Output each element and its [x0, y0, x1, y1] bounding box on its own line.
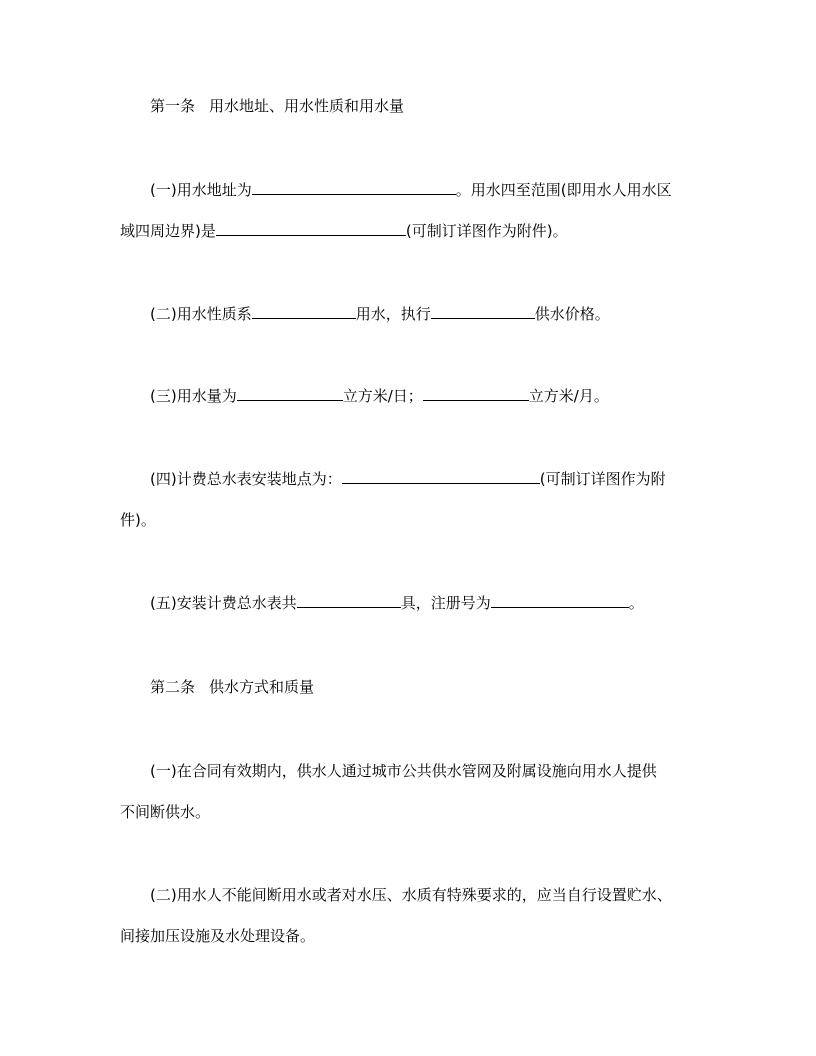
article-1-item-5 [150, 593, 644, 613]
article-2-item-1-line-2 [120, 802, 210, 822]
registration-number-blank[interactable] [491, 593, 629, 608]
water-address-blank[interactable] [252, 180, 456, 195]
article-2-heading [150, 677, 314, 697]
item-4-note-cont: 件)。 [120, 511, 156, 529]
meter-count-blank[interactable] [297, 593, 401, 608]
article-1-title: 用水地址、用水性质和用水量 [209, 97, 405, 115]
meter-location-blank[interactable] [342, 469, 540, 484]
item-1-text-cont: 域四周边界)是 [120, 222, 216, 240]
item-3-unit-month: 立方米/月。 [528, 387, 609, 405]
article-2-item-1-text-cont: 不间断供水。 [120, 803, 211, 821]
article-2-number: 第二条 [150, 678, 196, 696]
item-4-note: (可制订详图作为附 [539, 470, 666, 488]
item-4-label: (四)计费总水表安装地点为： [150, 470, 342, 488]
article-2-item-2-line-2 [120, 926, 315, 946]
article-1-item-3 [150, 386, 609, 406]
article-2-item-2-line-1 [150, 885, 672, 905]
water-price-blank[interactable] [431, 304, 535, 319]
item-2-label: (二)用水性质系 [150, 305, 252, 323]
item-1-label: (一)用水地址为 [150, 181, 252, 199]
monthly-volume-blank[interactable] [423, 386, 529, 401]
item-3-label: (三)用水量为 [150, 387, 237, 405]
item-5-label: (五)安装计费总水表共 [150, 594, 297, 612]
article-1-number: 第一条 [150, 97, 196, 115]
article-1-item-1-line-2 [120, 221, 568, 241]
article-1-item-4-line-2 [120, 510, 156, 530]
item-1-text: 。用水四至范围(即用水人用水区 [455, 181, 672, 199]
item-2-text-end: 供水价格。 [534, 305, 610, 323]
item-5-end: 。 [628, 594, 644, 612]
article-1-item-4-line-1 [150, 469, 666, 489]
item-5-text: 具，注册号为 [400, 594, 491, 612]
water-boundary-blank[interactable] [216, 221, 406, 236]
article-2-title: 供水方式和质量 [209, 678, 315, 696]
daily-volume-blank[interactable] [237, 386, 343, 401]
item-1-note: (可制订详图作为附件)。 [405, 222, 568, 240]
article-1-item-1-line-1 [150, 180, 672, 200]
article-2-item-1-line-1 [150, 761, 657, 781]
item-3-unit-day: 立方米/日； [342, 387, 423, 405]
article-2-item-1-text: (一)在合同有效期内，供水人通过城市公共供水管网及附属设施向用水人提供 [150, 762, 657, 780]
water-nature-blank[interactable] [252, 304, 356, 319]
article-2-item-2-text-cont: 间接加压设施及水处理设备。 [120, 927, 316, 945]
article-2-item-2-text: (二)用水人不能间断用水或者对水压、水质有特殊要求的，应当自行设置贮水、 [150, 886, 672, 904]
item-2-text: 用水，执行 [355, 305, 431, 323]
article-1-heading [150, 96, 404, 116]
article-1-item-2 [150, 304, 610, 324]
